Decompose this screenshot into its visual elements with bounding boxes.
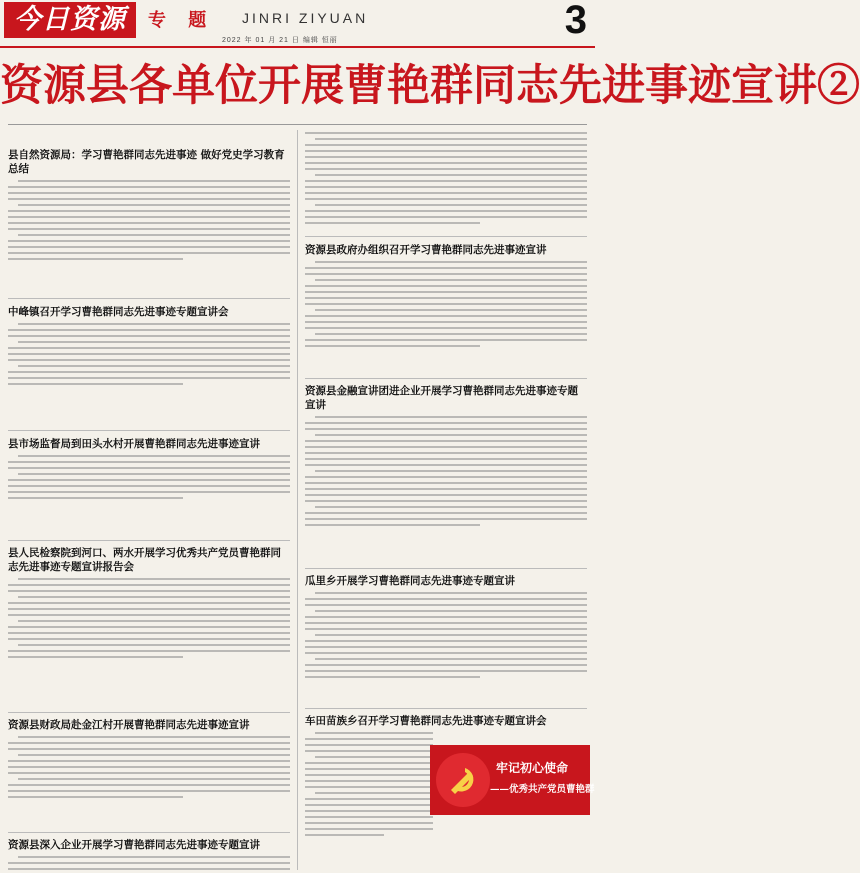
masthead-rule	[0, 46, 595, 48]
article-separator	[8, 430, 290, 431]
article-body	[305, 132, 587, 224]
article	[305, 384, 587, 526]
article-separator	[8, 832, 290, 833]
masthead	[0, 0, 595, 46]
page-headline: 资源县各单位开展曹艳群同志先进事迹宣讲②	[0, 61, 860, 111]
article-title: 瓜里乡开展学习曹艳群同志先进事迹专题宣讲	[305, 575, 515, 587]
article-separator	[305, 568, 587, 569]
promo-line-1: 牢记初心使命	[496, 761, 569, 775]
article	[8, 718, 290, 798]
article	[8, 838, 290, 870]
article-separator	[305, 378, 587, 379]
article-title: 县自然资源局：学习曹艳群同志先进事迹 做好党史学习教育总结	[8, 149, 285, 175]
article-title: 资源县金融宣讲团进企业开展学习曹艳群同志先进事迹专题宣讲	[305, 385, 578, 411]
article	[8, 305, 290, 385]
article-body	[305, 261, 587, 347]
article-body	[8, 180, 290, 260]
article-separator	[8, 540, 290, 541]
headline-rule	[8, 124, 587, 125]
article-title: 县市场监督局到田头水村开展曹艳群同志先进事迹宣讲	[8, 438, 260, 450]
article-body	[305, 732, 433, 836]
article-separator	[305, 236, 587, 237]
promo-line-2: ——优秀共产党员曹艳群	[490, 784, 595, 795]
column-divider	[297, 130, 298, 870]
article-title: 资源县深入企业开展学习曹艳群同志先进事迹专题宣讲	[8, 839, 260, 851]
masthead-pinyin: JINRI ZIYUAN	[242, 10, 369, 26]
article-separator	[8, 298, 290, 299]
article-body	[8, 736, 290, 798]
party-emblem-icon	[436, 753, 490, 807]
article-title: 车田苗族乡召开学习曹艳群同志先进事迹专题宣讲会	[305, 715, 547, 727]
article	[8, 546, 290, 658]
article-separator	[305, 708, 587, 709]
article-body	[8, 455, 290, 499]
article	[8, 148, 290, 260]
article-body	[305, 416, 587, 526]
article-body	[8, 323, 290, 385]
article-title: 资源县政府办组织召开学习曹艳群同志先进事迹宣讲	[305, 244, 547, 256]
page-number: 3	[564, 0, 587, 42]
article-continued	[305, 132, 587, 224]
article	[305, 243, 587, 347]
issue-date-line: 2022 年 01 月 21 日 编辑 恒丽	[222, 37, 338, 44]
section-label: 专 题	[148, 10, 215, 31]
article-body	[8, 856, 290, 870]
article-title: 县人民检察院到河口、两水开展学习优秀共产党员曹艳群同志先进事迹专题宣讲报告会	[8, 547, 281, 573]
article	[305, 574, 587, 678]
masthead-logo: 今日资源	[4, 2, 136, 38]
article	[8, 437, 290, 499]
article-title: 中峰镇召开学习曹艳群同志先进事迹专题宣讲会	[8, 306, 229, 318]
promo-banner	[430, 745, 595, 815]
article-separator	[8, 712, 290, 713]
article-title: 资源县财政局赴金江村开展曹艳群同志先进事迹宣讲	[8, 719, 250, 731]
article-body	[305, 592, 587, 678]
article-body	[8, 578, 290, 658]
